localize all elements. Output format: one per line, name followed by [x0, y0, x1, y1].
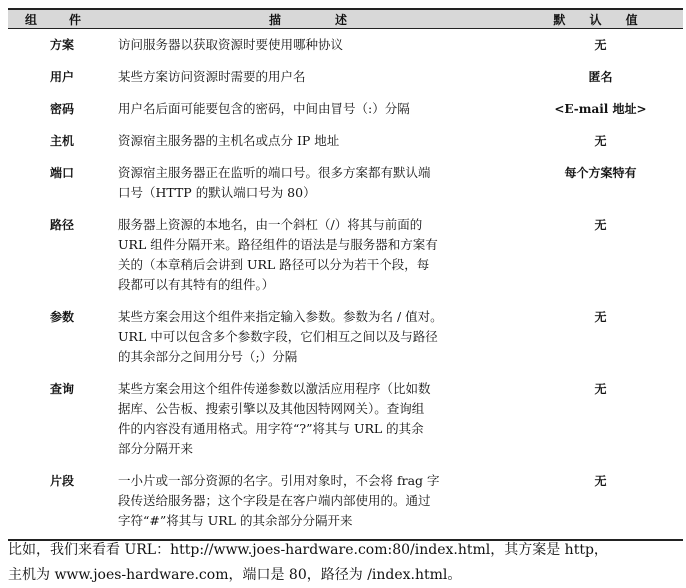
component-description: 用户名后面可能要包含的密码，中间由冒号（:）分隔: [118, 101, 410, 116]
component-default: 每个方案特有: [564, 166, 637, 180]
component-description: 资源宿主服务器的主机名或点分 IP 地址: [118, 133, 340, 148]
component-name: 路径: [50, 218, 75, 232]
component-description: 访问服务器以获取资源时要使用哪种协议: [118, 37, 344, 52]
component-default: 无: [594, 38, 607, 52]
header-component: 组 件: [8, 9, 108, 29]
component-default: 无: [594, 382, 607, 396]
url-components-table: [8, 8, 683, 541]
url-components-table-container: [8, 8, 683, 541]
table-header-row: [8, 9, 683, 29]
component-name: 片段: [8, 465, 108, 540]
table-row-params: [8, 301, 683, 373]
component-name: 查询: [50, 382, 75, 396]
component-description: 服务器上资源的本地名，由一个斜杠（/）将其与前面的 URL 组件分隔开来。路径组件的语法是与服务器和方案有 关的（本章稍后会讲到 URL 路径可以分为若干个段，每 段都可以有其特有的组件。）: [118, 217, 438, 292]
table-row-password: [8, 93, 683, 125]
component-description: 某些方案会用这个组件来指定输入参数。参数为名 / 值对。 URL 中可以包含多个参数字段，它们相互之间以及与路径 的其余部分之间用分号（;）分隔: [118, 309, 443, 364]
table-row-fragment: [8, 465, 683, 540]
component-name: 端口: [50, 166, 75, 180]
component-default: 无: [594, 218, 607, 232]
component-default: 匿名: [588, 70, 613, 84]
component-name: 参数: [50, 310, 75, 324]
component-name: 主机: [50, 134, 75, 148]
table-row-scheme: [8, 29, 683, 62]
component-description: 某些方案访问资源时需要的用户名: [118, 69, 306, 84]
component-name: 用户: [50, 70, 75, 84]
table-row-query: [8, 373, 683, 465]
table-row-port: [8, 157, 683, 209]
component-name: 方案: [50, 38, 75, 52]
table-row-host: [8, 125, 683, 157]
component-name: 密码: [50, 102, 75, 116]
component-description: 资源宿主服务器正在监听的端口号。很多方案都有默认端 口号（HTTP 的默认端口号为 80）: [118, 165, 431, 200]
component-default: 无: [594, 134, 607, 148]
component-description: 一小片或一部分资源的名字。引用对象时，不会将 frag 字 段传送给服务器；这个字段是在客户端内部使用的。通过 字符“#”将其与 URL 的其余部分分隔开来: [108, 465, 518, 540]
header-default-value: 默 认 值: [518, 9, 683, 29]
component-default: 无: [594, 310, 607, 324]
component-default: <E-mail 地址>: [554, 102, 647, 116]
table-row-user: [8, 61, 683, 93]
table-row-path: [8, 209, 683, 301]
header-description: 描 述: [108, 9, 518, 29]
example-paragraph: 比如，我们来看看 URL：http://www.joes-hardware.com:80/index.html，其方案是 http， 主机为 www.joes-hardware.com，端口是 80，路径为 /index.html。: [8, 542, 608, 583]
component-default: 无: [518, 465, 683, 540]
component-description: 某些方案会用这个组件传递参数以激活应用程序（比如数 据库、公告板、搜索引擎以及其他因特网网关）。查询组 件的内容没有通用格式。用字符“?”将其与 URL 的其余 部分分隔开来: [118, 381, 431, 456]
